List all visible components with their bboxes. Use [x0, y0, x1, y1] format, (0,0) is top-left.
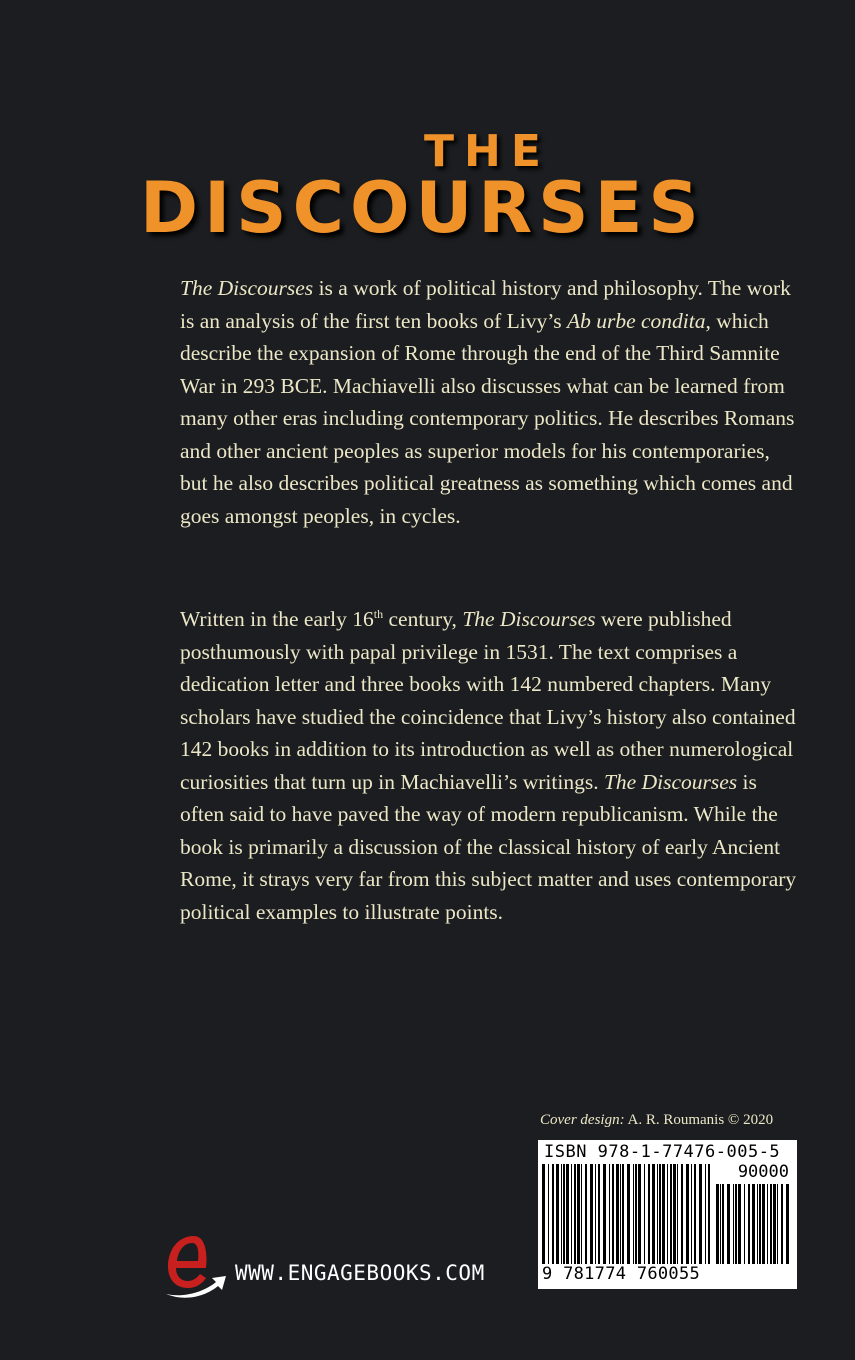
blurb-text: were published posthumously with papal privilege in 1531. The text comprises a dedication letter and three books with 142 numbered chapters. Many scholars have studied the coincidence that Livy’s history also contained 142 books in addition to its introduction as well as other numerological curiosities that turn up in Machiavelli’s writings. [180, 607, 796, 794]
barcode-bar [770, 1184, 772, 1264]
barcode-bar [748, 1184, 750, 1264]
barcode-bar [727, 1184, 730, 1264]
blurb-paragraph-2 [180, 598, 800, 928]
book-title-italic: The Discourses [462, 607, 596, 632]
barcode-bar [548, 1164, 549, 1264]
barcode-bar [659, 1164, 661, 1264]
barcode-bars [542, 1164, 712, 1264]
barcode-bar [585, 1164, 587, 1264]
barcode-bar [720, 1184, 721, 1264]
barcode-bar [738, 1184, 741, 1264]
blurb-text: , which describe the expansion of Rome through the end of the Third Samnite War in 293 BCE. Machiavelli also discusses what can be learned from many other eras including contemporary politics. He describes Romans and other ancient peoples as superior models for his contemporaries, but he also describes political greatness as something which comes and goes amongst peoples, in cycles. [180, 308, 795, 528]
barcode-bar [577, 1164, 580, 1264]
barcode-bar [735, 1184, 737, 1264]
barcode-bar [590, 1164, 593, 1264]
barcode-bar [609, 1164, 610, 1264]
barcode-bar [561, 1164, 562, 1264]
credit-value: A. R. Roumanis © 2020 [624, 1112, 774, 1128]
barcode-bar [581, 1164, 582, 1264]
blurb-text: is often said to have paved the way of modern republicanism. While the book is primarily a discussion of the classical history of early Ancient Rome, it strays very far from this subject matter and uses contemporary political examples to illustrate points. [180, 769, 797, 924]
barcode-bar [716, 1184, 719, 1264]
barcode-bar [667, 1164, 668, 1264]
barcode-bar [705, 1164, 706, 1264]
isbn-barcode [538, 1140, 797, 1289]
barcode-bar [574, 1164, 576, 1264]
price-code: 90000 [737, 1162, 789, 1182]
barcode-bar [777, 1184, 778, 1264]
ean-digits: 9 781774 760055 [542, 1264, 701, 1284]
blurb-paragraph-1 [180, 272, 800, 532]
credit-label: Cover design: [540, 1112, 625, 1128]
publisher-website: WWW.ENGAGEBOOKS.COM [235, 1261, 485, 1285]
barcode-bar [767, 1184, 768, 1264]
barcode-bar [677, 1164, 678, 1264]
barcode-bar [657, 1164, 658, 1264]
book-title-italic: The Discourses [603, 769, 738, 794]
barcode-bar [563, 1164, 565, 1264]
barcode-bar [598, 1164, 600, 1264]
work-title-italic: Ab urbe condita [566, 308, 706, 333]
blurb-text: Written in the early 16 [180, 607, 374, 632]
isbn-text: ISBN 978-1-77476-005-5 [544, 1142, 781, 1162]
barcode-bar [633, 1164, 634, 1264]
barcode-bar [644, 1164, 645, 1264]
barcode-bar [686, 1164, 689, 1264]
barcode-bar [670, 1164, 672, 1264]
barcode-bar [638, 1164, 641, 1264]
barcode-bar [662, 1164, 665, 1264]
barcode-bar [759, 1184, 761, 1264]
barcode-bar [652, 1164, 655, 1264]
barcode-bar [744, 1184, 745, 1264]
barcode-bar [620, 1164, 621, 1264]
barcode-bar [635, 1164, 637, 1264]
barcode-bar [616, 1164, 619, 1264]
barcode-bar [571, 1164, 572, 1264]
barcode-bar [722, 1184, 724, 1264]
superscript: th [373, 607, 384, 621]
barcode-bar [699, 1164, 702, 1264]
barcode-bar [762, 1184, 765, 1264]
barcode-bar [673, 1164, 676, 1264]
barcode-bar [542, 1164, 545, 1264]
book-title: DISCOURSES [140, 167, 705, 249]
barcode-bar [627, 1164, 630, 1264]
cover-design-credit [540, 1112, 800, 1129]
barcode-bar [681, 1164, 683, 1264]
barcode-bar [786, 1184, 789, 1264]
barcode-bar [694, 1164, 696, 1264]
barcode-bar [733, 1184, 734, 1264]
engage-books-logo-icon [160, 1228, 228, 1300]
addon-barcode-bars [716, 1184, 790, 1264]
barcode-bar [648, 1164, 650, 1264]
blurb-text: is a work of political history and philosophy. The work is an analysis of the first ten books of Livy’s [180, 276, 791, 333]
barcode-bar [556, 1164, 559, 1264]
barcode-bar [603, 1164, 606, 1264]
barcode-bar [708, 1164, 710, 1264]
barcode-bar [691, 1164, 692, 1264]
book-title-italic: The Discourses [180, 276, 314, 300]
barcode-bar [622, 1164, 624, 1264]
barcode-bar [612, 1164, 614, 1264]
barcode-bar [781, 1184, 783, 1264]
barcode-bar [757, 1184, 758, 1264]
barcode-bar [552, 1164, 554, 1264]
barcode-bar [595, 1164, 596, 1264]
title-line-the: THE [424, 126, 551, 177]
barcode-bar [566, 1164, 569, 1264]
barcode-bar [752, 1184, 755, 1264]
barcode-bar [773, 1184, 776, 1264]
blurb-text: century, [383, 607, 463, 632]
